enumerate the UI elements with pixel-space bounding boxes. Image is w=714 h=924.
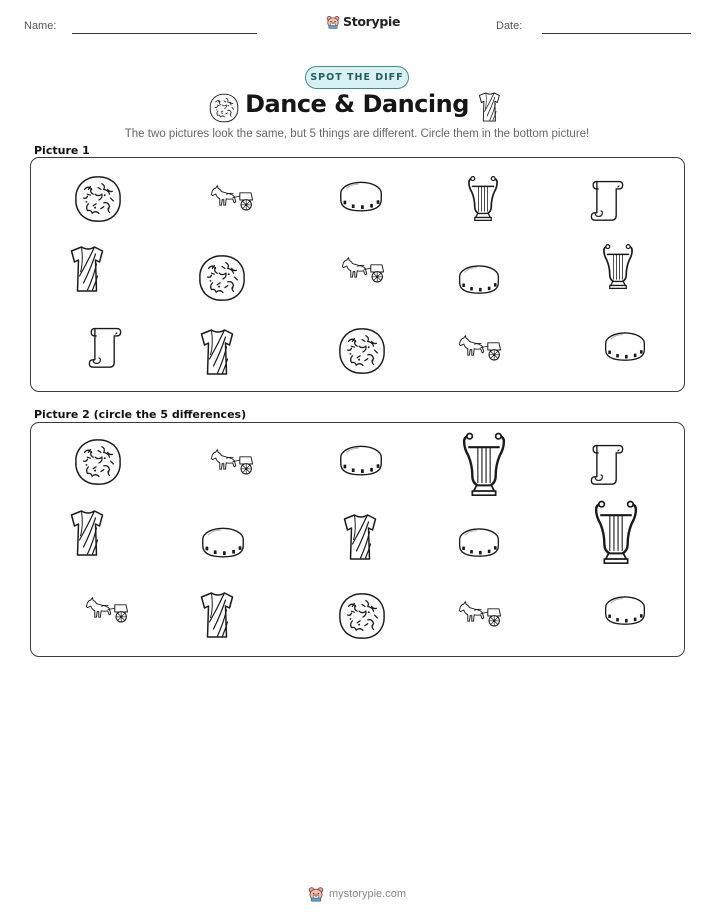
toga-icon <box>200 327 236 377</box>
picture-1-label: Picture 1 <box>34 144 90 157</box>
brand-name: Storypie <box>343 14 401 29</box>
floor-mosaic-icon <box>198 254 246 302</box>
picture-2-label: Picture 2 (circle the 5 differences) <box>34 408 247 421</box>
lyre-icon <box>466 174 500 224</box>
scroll-icon <box>86 323 124 369</box>
scroll-icon <box>588 176 626 222</box>
date-label: Date: <box>496 20 523 32</box>
date-field[interactable] <box>542 33 691 34</box>
tambourine-icon <box>603 592 647 630</box>
toga-icon <box>200 590 236 640</box>
chariot-icon <box>207 448 255 480</box>
tambourine-icon <box>338 442 384 480</box>
instructions: The two pictures look the same, but 5 things are different. Circle them in the bottom picture! <box>124 128 590 140</box>
toga-icon <box>70 244 106 294</box>
toga-icon <box>343 512 379 562</box>
lyre-icon <box>460 430 508 500</box>
tambourine-icon <box>457 524 501 562</box>
tambourine-icon <box>603 328 647 366</box>
name-field[interactable] <box>72 33 257 34</box>
floor-mosaic-icon <box>338 592 386 640</box>
bear-mascot-icon <box>326 15 340 29</box>
chariot-icon <box>82 596 130 628</box>
lyre-icon <box>592 498 640 568</box>
tambourine-icon <box>200 524 246 562</box>
floor-mosaic-icon <box>338 327 386 375</box>
chariot-icon <box>207 184 255 216</box>
toga-icon <box>70 508 106 558</box>
chariot-icon <box>455 600 503 632</box>
footer-site-link[interactable]: mystorypie.com <box>329 888 407 900</box>
name-label: Name: <box>24 20 57 32</box>
tambourine-icon <box>457 262 501 298</box>
chariot-icon <box>338 256 386 288</box>
chariot-icon <box>455 334 503 366</box>
bear-mascot-icon <box>308 886 324 902</box>
footer <box>308 886 406 902</box>
floor-mosaic-icon <box>74 438 122 486</box>
page-title: Dance & Dancing <box>245 90 469 118</box>
scroll-icon <box>588 440 626 486</box>
spot-the-diff-badge: SPOT THE DIFF <box>305 66 409 89</box>
floor-mosaic-icon <box>74 175 122 223</box>
lyre-icon <box>601 242 635 292</box>
brand-logo[interactable] <box>326 14 400 29</box>
tambourine-icon <box>338 178 384 216</box>
title-toga-icon <box>478 91 502 123</box>
